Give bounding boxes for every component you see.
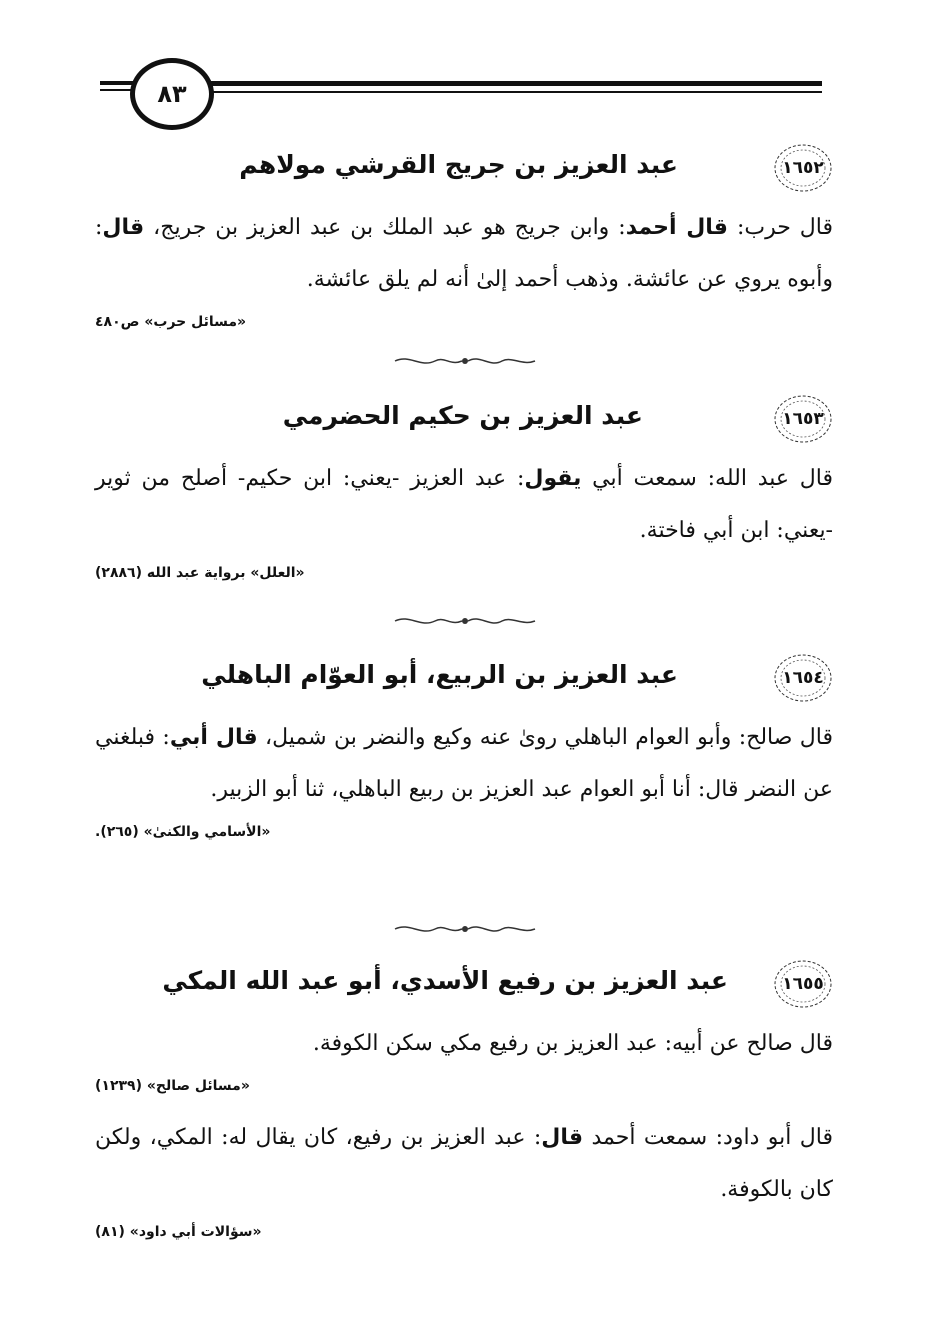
text-run: قال حرب:: [727, 215, 833, 240]
entry-paragraph: [95, 1018, 833, 1070]
entry-body: [95, 1018, 833, 1244]
bold-phrase: قال أحمد: [625, 215, 728, 240]
entry-title: عبد العزيز بن حكيم الحضرمي: [282, 401, 643, 430]
section-divider-ornament-icon: [390, 612, 540, 630]
text-run: : فبلغني عن النضر قال: أنا أبو العوام عبد العزيز بن ربيع الباهلي، ثنا أبو الزبير.: [95, 725, 833, 802]
header-rule-thick: [200, 81, 822, 86]
text-run: : وأبوه يروي عن عائشة. وذهب أحمد إلىٰ أنه لم يلق عائشة.: [95, 215, 833, 292]
entry-number-medallion: [773, 958, 833, 1010]
text-run: قال أبو داود: سمعت أحمد: [583, 1125, 834, 1150]
entry-number: ١٦٥٤: [782, 668, 824, 688]
source-citation: «الأسامي والكنىٰ» (٢٦٥).: [95, 824, 271, 840]
entry-paragraph: [95, 712, 833, 816]
text-run: قال صالح عن أبيه: عبد العزيز بن رفيع مكي سكن الكوفة.: [312, 1031, 833, 1056]
page-number: [130, 58, 214, 130]
text-run: قال عبد الله: سمعت أبي: [581, 466, 834, 491]
entry-number: ١٦٥٥: [782, 974, 824, 994]
source-citation: «العلل» برواية عبد الله (٢٨٨٦): [95, 565, 305, 581]
source-citation: «مسائل صالح» (١٢٣٩): [95, 1078, 250, 1094]
text-run: قال صالح: وأبو العوام الباهلي روىٰ عنه وكيع والنضر بن شميل،: [257, 725, 833, 750]
entry-heading: [95, 142, 833, 202]
text-run: : عبد العزيز بن رفيع، كان يقال له: المكي، ولكن كان بالكوفة.: [95, 1125, 833, 1202]
text-run: : عبد العزيز -يعني: ابن حكيم- أصلح من ثوير -يعني: ابن أبي فاختة.: [95, 466, 833, 543]
entry-body: [95, 712, 833, 844]
entry-number: ١٦٥٢: [782, 158, 824, 178]
entry-title: عبد العزيز بن رفيع الأسدي، أبو عبد الله المكي: [162, 966, 728, 995]
source-citation: «سؤالات أبي داود» (٨١): [95, 1224, 262, 1240]
entry-1652: [95, 142, 833, 334]
entry-paragraph: [95, 202, 833, 306]
entry-heading: [95, 958, 833, 1018]
section-divider-ornament-icon: [390, 920, 540, 938]
bold-phrase: قال أبي: [169, 725, 258, 750]
entry-body: [95, 202, 833, 334]
entry-number: ١٦٥٣: [782, 409, 824, 429]
entry-title: عبد العزيز بن جريج القرشي مولاهم: [239, 150, 678, 179]
text-run: : وابن جريج هو عبد الملك بن عبد العزيز بن جريج،: [144, 215, 626, 240]
entry-paragraph: [95, 1112, 833, 1216]
entry-title: عبد العزيز بن الربيع، أبو العوّام الباهلي: [201, 660, 678, 689]
entry-body: [95, 453, 833, 585]
entry-number-medallion: [773, 393, 833, 445]
entry-1654: [95, 652, 833, 844]
header-rule-thin: [200, 91, 822, 93]
entry-heading: [95, 652, 833, 712]
entry-paragraph: [95, 453, 833, 557]
bold-phrase: قال: [541, 1125, 584, 1150]
entry-heading: [95, 393, 833, 453]
page-number-text: ٨٣: [157, 80, 187, 108]
section-divider-ornament-icon: [390, 352, 540, 370]
source-citation: «مسائل حرب» ص٤٨٠: [95, 314, 247, 330]
page-header: [0, 0, 939, 140]
entry-1653: [95, 393, 833, 585]
bold-phrase: قال: [102, 215, 145, 240]
entry-1655: [95, 958, 833, 1244]
entry-number-medallion: [773, 142, 833, 194]
entry-number-medallion: [773, 652, 833, 704]
bold-phrase: يقول: [524, 466, 582, 491]
